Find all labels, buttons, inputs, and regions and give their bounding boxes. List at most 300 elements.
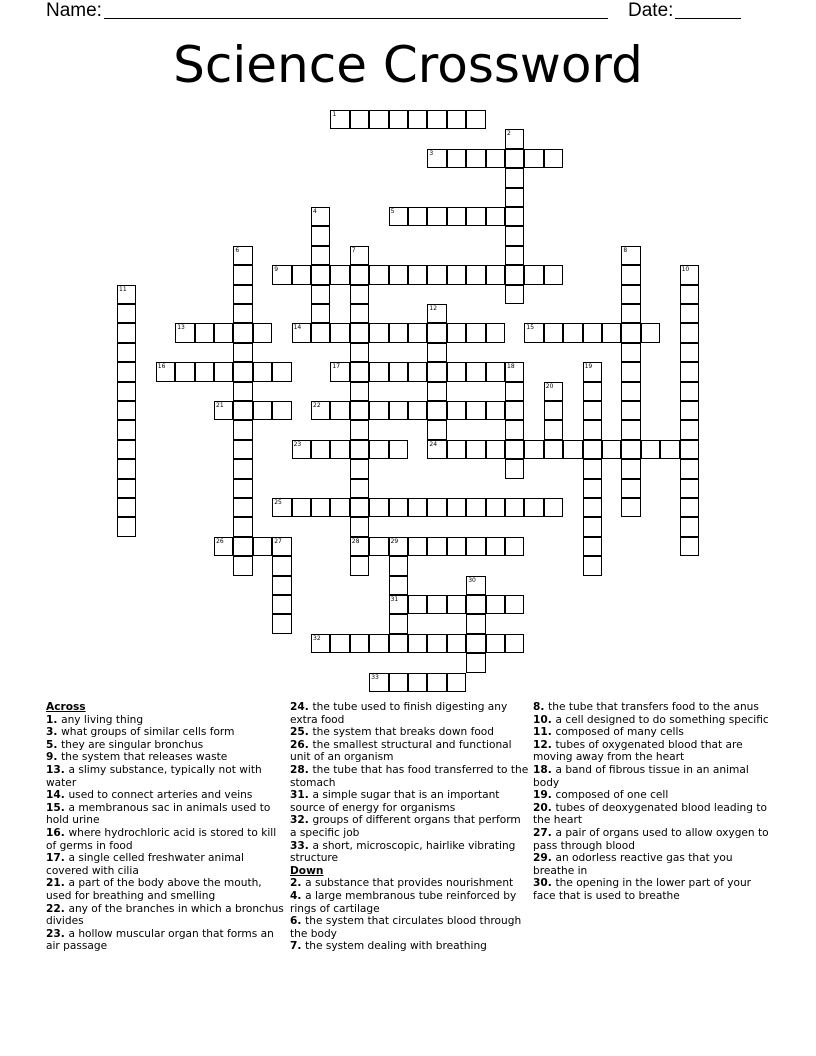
grid-cell[interactable] (466, 207, 485, 226)
grid-cell-input[interactable] (428, 383, 445, 400)
grid-cell-input[interactable] (234, 538, 251, 555)
grid-cell[interactable] (486, 595, 505, 614)
grid-cell[interactable] (680, 382, 699, 401)
grid-cell[interactable] (427, 420, 446, 439)
grid-cell-input[interactable] (506, 266, 523, 283)
grid-cell[interactable] (621, 498, 640, 517)
grid-cell-input[interactable] (506, 441, 523, 458)
grid-cell-input[interactable] (118, 324, 135, 341)
grid-cell-input[interactable] (351, 247, 368, 264)
name-field[interactable] (104, 0, 608, 19)
grid-cell-input[interactable] (506, 286, 523, 303)
grid-cell[interactable] (621, 459, 640, 478)
grid-cell[interactable] (311, 265, 330, 284)
grid-cell-input[interactable] (390, 557, 407, 574)
grid-cell-input[interactable] (467, 402, 484, 419)
grid-cell-input[interactable] (390, 674, 407, 691)
grid-cell[interactable] (583, 323, 602, 342)
grid-cell-input[interactable] (603, 441, 620, 458)
grid-cell-input[interactable] (351, 635, 368, 652)
grid-cell[interactable] (505, 285, 524, 304)
grid-cell[interactable] (330, 440, 349, 459)
grid-cell-input[interactable] (428, 635, 445, 652)
grid-cell[interactable] (466, 149, 485, 168)
grid-cell[interactable] (389, 498, 408, 517)
grid-cell-input[interactable] (351, 383, 368, 400)
grid-cell-input[interactable] (467, 499, 484, 516)
grid-cell[interactable] (680, 265, 699, 284)
grid-cell-input[interactable] (545, 421, 562, 438)
grid-cell-input[interactable] (234, 286, 251, 303)
grid-cell[interactable] (350, 498, 369, 517)
grid-cell[interactable] (389, 362, 408, 381)
grid-cell-input[interactable] (487, 324, 504, 341)
grid-cell[interactable] (369, 673, 388, 692)
grid-cell-input[interactable] (370, 499, 387, 516)
grid-cell-input[interactable] (506, 499, 523, 516)
grid-cell[interactable] (466, 576, 485, 595)
grid-cell-input[interactable] (351, 421, 368, 438)
grid-cell[interactable] (350, 304, 369, 323)
grid-cell-input[interactable] (176, 324, 193, 341)
grid-cell[interactable] (427, 343, 446, 362)
grid-cell[interactable] (369, 440, 388, 459)
grid-cell[interactable] (214, 362, 233, 381)
grid-cell[interactable] (466, 595, 485, 614)
grid-cell-input[interactable] (448, 324, 465, 341)
grid-cell[interactable] (175, 362, 194, 381)
grid-cell[interactable] (369, 323, 388, 342)
grid-cell[interactable] (427, 149, 446, 168)
grid-cell-input[interactable] (622, 480, 639, 497)
grid-cell-input[interactable] (351, 324, 368, 341)
grid-cell-input[interactable] (293, 266, 310, 283)
grid-cell-input[interactable] (642, 324, 659, 341)
grid-cell[interactable] (680, 459, 699, 478)
grid-cell[interactable] (466, 537, 485, 556)
grid-cell-input[interactable] (351, 460, 368, 477)
grid-cell-input[interactable] (118, 363, 135, 380)
grid-cell-input[interactable] (428, 324, 445, 341)
grid-cell-input[interactable] (351, 344, 368, 361)
grid-cell[interactable] (350, 517, 369, 536)
grid-cell-input[interactable] (273, 266, 290, 283)
grid-cell-input[interactable] (409, 208, 426, 225)
grid-cell-input[interactable] (312, 635, 329, 652)
grid-cell-input[interactable] (642, 441, 659, 458)
grid-cell[interactable] (272, 556, 291, 575)
grid-cell[interactable] (524, 265, 543, 284)
grid-cell[interactable] (117, 440, 136, 459)
grid-cell[interactable] (389, 634, 408, 653)
grid-cell-input[interactable] (467, 654, 484, 671)
grid-cell[interactable] (544, 323, 563, 342)
grid-cell[interactable] (621, 246, 640, 265)
grid-cell-input[interactable] (254, 402, 271, 419)
grid-cell[interactable] (117, 420, 136, 439)
grid-cell-input[interactable] (428, 344, 445, 361)
grid-cell-input[interactable] (351, 518, 368, 535)
grid-cell-input[interactable] (467, 266, 484, 283)
grid-cell[interactable] (505, 634, 524, 653)
grid-cell[interactable] (466, 110, 485, 129)
grid-cell-input[interactable] (681, 402, 698, 419)
grid-cell[interactable] (369, 110, 388, 129)
grid-cell-input[interactable] (118, 518, 135, 535)
grid-cell-input[interactable] (428, 305, 445, 322)
grid-cell-input[interactable] (564, 324, 581, 341)
grid-cell[interactable] (505, 149, 524, 168)
grid-cell-input[interactable] (370, 674, 387, 691)
grid-cell-input[interactable] (312, 208, 329, 225)
grid-cell-input[interactable] (545, 324, 562, 341)
grid-cell[interactable] (583, 459, 602, 478)
grid-cell-input[interactable] (448, 596, 465, 613)
grid-cell-input[interactable] (351, 480, 368, 497)
grid-cell[interactable] (524, 149, 543, 168)
grid-cell-input[interactable] (622, 441, 639, 458)
grid-cell[interactable] (330, 401, 349, 420)
grid-cell[interactable] (505, 440, 524, 459)
grid-cell-input[interactable] (448, 538, 465, 555)
grid-cell-input[interactable] (428, 363, 445, 380)
grid-cell-input[interactable] (312, 402, 329, 419)
grid-cell[interactable] (505, 537, 524, 556)
grid-cell[interactable] (447, 110, 466, 129)
grid-cell-input[interactable] (584, 518, 601, 535)
grid-cell[interactable] (369, 537, 388, 556)
grid-cell-input[interactable] (196, 324, 213, 341)
grid-cell[interactable] (505, 459, 524, 478)
grid-cell-input[interactable] (448, 674, 465, 691)
grid-cell-input[interactable] (603, 324, 620, 341)
grid-cell-input[interactable] (467, 596, 484, 613)
grid-cell-input[interactable] (312, 499, 329, 516)
grid-cell[interactable] (583, 362, 602, 381)
grid-cell-input[interactable] (428, 421, 445, 438)
grid-cell[interactable] (117, 323, 136, 342)
grid-cell[interactable] (680, 285, 699, 304)
grid-cell-input[interactable] (254, 538, 271, 555)
grid-cell[interactable] (505, 362, 524, 381)
grid-cell[interactable] (621, 265, 640, 284)
grid-cell-input[interactable] (390, 266, 407, 283)
grid-cell[interactable] (350, 246, 369, 265)
grid-cell-input[interactable] (584, 557, 601, 574)
grid-cell-input[interactable] (254, 324, 271, 341)
grid-cell-input[interactable] (331, 324, 348, 341)
grid-cell-input[interactable] (506, 383, 523, 400)
grid-cell-input[interactable] (409, 596, 426, 613)
grid-cell[interactable] (408, 498, 427, 517)
grid-cell[interactable] (175, 323, 194, 342)
grid-cell-input[interactable] (622, 402, 639, 419)
grid-cell[interactable] (350, 459, 369, 478)
grid-cell-input[interactable] (448, 499, 465, 516)
grid-cell[interactable] (486, 498, 505, 517)
grid-cell-input[interactable] (506, 596, 523, 613)
grid-cell[interactable] (563, 440, 582, 459)
grid-cell[interactable] (544, 401, 563, 420)
grid-cell[interactable] (466, 634, 485, 653)
grid-cell-input[interactable] (351, 111, 368, 128)
grid-cell-input[interactable] (428, 402, 445, 419)
grid-cell[interactable] (466, 265, 485, 284)
grid-cell[interactable] (369, 498, 388, 517)
grid-cell[interactable] (486, 149, 505, 168)
grid-cell[interactable] (466, 653, 485, 672)
grid-cell[interactable] (563, 323, 582, 342)
grid-cell[interactable] (427, 498, 446, 517)
grid-cell[interactable] (389, 556, 408, 575)
grid-cell-input[interactable] (273, 577, 290, 594)
grid-cell-input[interactable] (331, 266, 348, 283)
grid-cell[interactable] (117, 401, 136, 420)
grid-cell-input[interactable] (293, 441, 310, 458)
grid-cell[interactable] (486, 207, 505, 226)
grid-cell-input[interactable] (506, 402, 523, 419)
grid-cell-input[interactable] (370, 635, 387, 652)
grid-cell-input[interactable] (506, 421, 523, 438)
grid-cell-input[interactable] (467, 538, 484, 555)
grid-cell-input[interactable] (448, 111, 465, 128)
grid-cell-input[interactable] (681, 266, 698, 283)
grid-cell[interactable] (272, 362, 291, 381)
grid-cell-input[interactable] (467, 150, 484, 167)
grid-cell-input[interactable] (448, 402, 465, 419)
grid-cell-input[interactable] (390, 635, 407, 652)
grid-cell-input[interactable] (312, 247, 329, 264)
grid-cell[interactable] (369, 634, 388, 653)
grid-cell-input[interactable] (622, 383, 639, 400)
grid-cell[interactable] (350, 110, 369, 129)
grid-cell-input[interactable] (506, 363, 523, 380)
grid-cell[interactable] (621, 479, 640, 498)
grid-cell[interactable] (311, 401, 330, 420)
grid-cell-input[interactable] (370, 266, 387, 283)
grid-cell[interactable] (447, 207, 466, 226)
grid-cell-input[interactable] (390, 111, 407, 128)
grid-cell-input[interactable] (545, 499, 562, 516)
grid-cell[interactable] (117, 304, 136, 323)
grid-cell[interactable] (292, 440, 311, 459)
grid-cell[interactable] (544, 440, 563, 459)
grid-cell[interactable] (350, 440, 369, 459)
grid-cell[interactable] (621, 401, 640, 420)
grid-cell-input[interactable] (584, 324, 601, 341)
grid-cell-input[interactable] (234, 344, 251, 361)
grid-cell[interactable] (544, 420, 563, 439)
grid-cell[interactable] (350, 634, 369, 653)
grid-cell[interactable] (621, 304, 640, 323)
grid-cell-input[interactable] (564, 441, 581, 458)
grid-cell-input[interactable] (234, 499, 251, 516)
grid-cell-input[interactable] (215, 363, 232, 380)
grid-cell[interactable] (311, 246, 330, 265)
grid-cell-input[interactable] (681, 538, 698, 555)
grid-cell-input[interactable] (467, 208, 484, 225)
grid-cell[interactable] (233, 285, 252, 304)
grid-cell[interactable] (272, 265, 291, 284)
grid-cell[interactable] (660, 440, 679, 459)
grid-cell-input[interactable] (273, 499, 290, 516)
grid-cell[interactable] (602, 440, 621, 459)
grid-cell[interactable] (486, 401, 505, 420)
grid-cell[interactable] (505, 595, 524, 614)
grid-cell-input[interactable] (390, 596, 407, 613)
grid-cell[interactable] (427, 595, 446, 614)
grid-cell[interactable] (272, 595, 291, 614)
grid-cell[interactable] (389, 576, 408, 595)
grid-cell-input[interactable] (390, 538, 407, 555)
grid-cell[interactable] (447, 595, 466, 614)
grid-cell[interactable] (427, 265, 446, 284)
grid-cell[interactable] (447, 537, 466, 556)
grid-cell[interactable] (408, 634, 427, 653)
grid-cell[interactable] (117, 285, 136, 304)
grid-cell[interactable] (369, 362, 388, 381)
grid-cell[interactable] (389, 673, 408, 692)
grid-cell[interactable] (233, 537, 252, 556)
grid-cell-input[interactable] (487, 402, 504, 419)
grid-cell-input[interactable] (273, 402, 290, 419)
grid-cell[interactable] (447, 265, 466, 284)
grid-cell[interactable] (408, 537, 427, 556)
grid-cell-input[interactable] (506, 130, 523, 147)
grid-cell[interactable] (544, 382, 563, 401)
grid-cell-input[interactable] (331, 441, 348, 458)
grid-cell-input[interactable] (487, 363, 504, 380)
grid-cell-input[interactable] (448, 635, 465, 652)
grid-cell[interactable] (330, 110, 349, 129)
grid-cell[interactable] (233, 343, 252, 362)
grid-cell[interactable] (505, 129, 524, 148)
grid-cell-input[interactable] (681, 480, 698, 497)
grid-cell[interactable] (524, 498, 543, 517)
grid-cell[interactable] (505, 420, 524, 439)
grid-cell-input[interactable] (584, 421, 601, 438)
grid-cell-input[interactable] (118, 402, 135, 419)
grid-cell[interactable] (195, 323, 214, 342)
grid-cell-input[interactable] (390, 363, 407, 380)
grid-cell-input[interactable] (487, 208, 504, 225)
grid-cell-input[interactable] (448, 208, 465, 225)
grid-cell-input[interactable] (351, 286, 368, 303)
grid-cell[interactable] (292, 265, 311, 284)
grid-cell-input[interactable] (370, 363, 387, 380)
grid-cell-input[interactable] (351, 499, 368, 516)
grid-cell[interactable] (427, 323, 446, 342)
grid-cell-input[interactable] (234, 383, 251, 400)
grid-cell[interactable] (233, 323, 252, 342)
grid-cell-input[interactable] (312, 324, 329, 341)
grid-cell[interactable] (214, 401, 233, 420)
grid-cell-input[interactable] (467, 615, 484, 632)
grid-cell-input[interactable] (273, 596, 290, 613)
grid-cell[interactable] (330, 265, 349, 284)
grid-cell[interactable] (447, 149, 466, 168)
grid-cell-input[interactable] (351, 266, 368, 283)
grid-cell-input[interactable] (331, 635, 348, 652)
grid-cell[interactable] (156, 362, 175, 381)
grid-cell[interactable] (233, 382, 252, 401)
grid-cell[interactable] (233, 479, 252, 498)
grid-cell-input[interactable] (312, 441, 329, 458)
grid-cell[interactable] (680, 304, 699, 323)
grid-cell[interactable] (505, 246, 524, 265)
grid-cell[interactable] (505, 265, 524, 284)
grid-cell[interactable] (447, 323, 466, 342)
grid-cell-input[interactable] (409, 266, 426, 283)
grid-cell[interactable] (311, 440, 330, 459)
grid-cell-input[interactable] (409, 635, 426, 652)
grid-cell[interactable] (505, 207, 524, 226)
grid-cell-input[interactable] (409, 111, 426, 128)
grid-cell-input[interactable] (215, 402, 232, 419)
grid-cell-input[interactable] (118, 421, 135, 438)
grid-cell-input[interactable] (681, 383, 698, 400)
grid-cell-input[interactable] (584, 480, 601, 497)
grid-cell[interactable] (524, 440, 543, 459)
grid-cell[interactable] (427, 362, 446, 381)
grid-cell[interactable] (350, 362, 369, 381)
grid-cell-input[interactable] (390, 577, 407, 594)
grid-cell-input[interactable] (681, 499, 698, 516)
grid-cell[interactable] (680, 479, 699, 498)
grid-cell-input[interactable] (506, 635, 523, 652)
grid-cell-input[interactable] (215, 324, 232, 341)
grid-cell[interactable] (505, 188, 524, 207)
grid-cell[interactable] (544, 265, 563, 284)
grid-cell[interactable] (389, 265, 408, 284)
grid-cell-input[interactable] (448, 150, 465, 167)
grid-cell-input[interactable] (506, 227, 523, 244)
grid-cell-input[interactable] (409, 674, 426, 691)
grid-cell[interactable] (330, 634, 349, 653)
grid-cell-input[interactable] (234, 305, 251, 322)
grid-cell-input[interactable] (234, 247, 251, 264)
grid-cell[interactable] (389, 110, 408, 129)
grid-cell[interactable] (330, 498, 349, 517)
grid-cell-input[interactable] (428, 674, 445, 691)
grid-cell-input[interactable] (351, 402, 368, 419)
grid-cell[interactable] (311, 285, 330, 304)
grid-cell-input[interactable] (331, 402, 348, 419)
grid-cell[interactable] (389, 440, 408, 459)
grid-cell-input[interactable] (622, 324, 639, 341)
grid-cell-input[interactable] (622, 460, 639, 477)
grid-cell-input[interactable] (448, 363, 465, 380)
grid-cell-input[interactable] (234, 557, 251, 574)
grid-cell[interactable] (680, 362, 699, 381)
grid-cell-input[interactable] (622, 247, 639, 264)
grid-cell-input[interactable] (409, 402, 426, 419)
grid-cell[interactable] (214, 323, 233, 342)
grid-cell-input[interactable] (390, 441, 407, 458)
grid-cell[interactable] (350, 382, 369, 401)
grid-cell-input[interactable] (409, 499, 426, 516)
grid-cell-input[interactable] (428, 150, 445, 167)
grid-cell[interactable] (311, 323, 330, 342)
grid-cell[interactable] (641, 440, 660, 459)
grid-cell[interactable] (233, 246, 252, 265)
grid-cell[interactable] (447, 634, 466, 653)
grid-cell[interactable] (233, 265, 252, 284)
grid-cell[interactable] (350, 265, 369, 284)
grid-cell-input[interactable] (428, 111, 445, 128)
grid-cell-input[interactable] (622, 363, 639, 380)
grid-cell-input[interactable] (467, 441, 484, 458)
